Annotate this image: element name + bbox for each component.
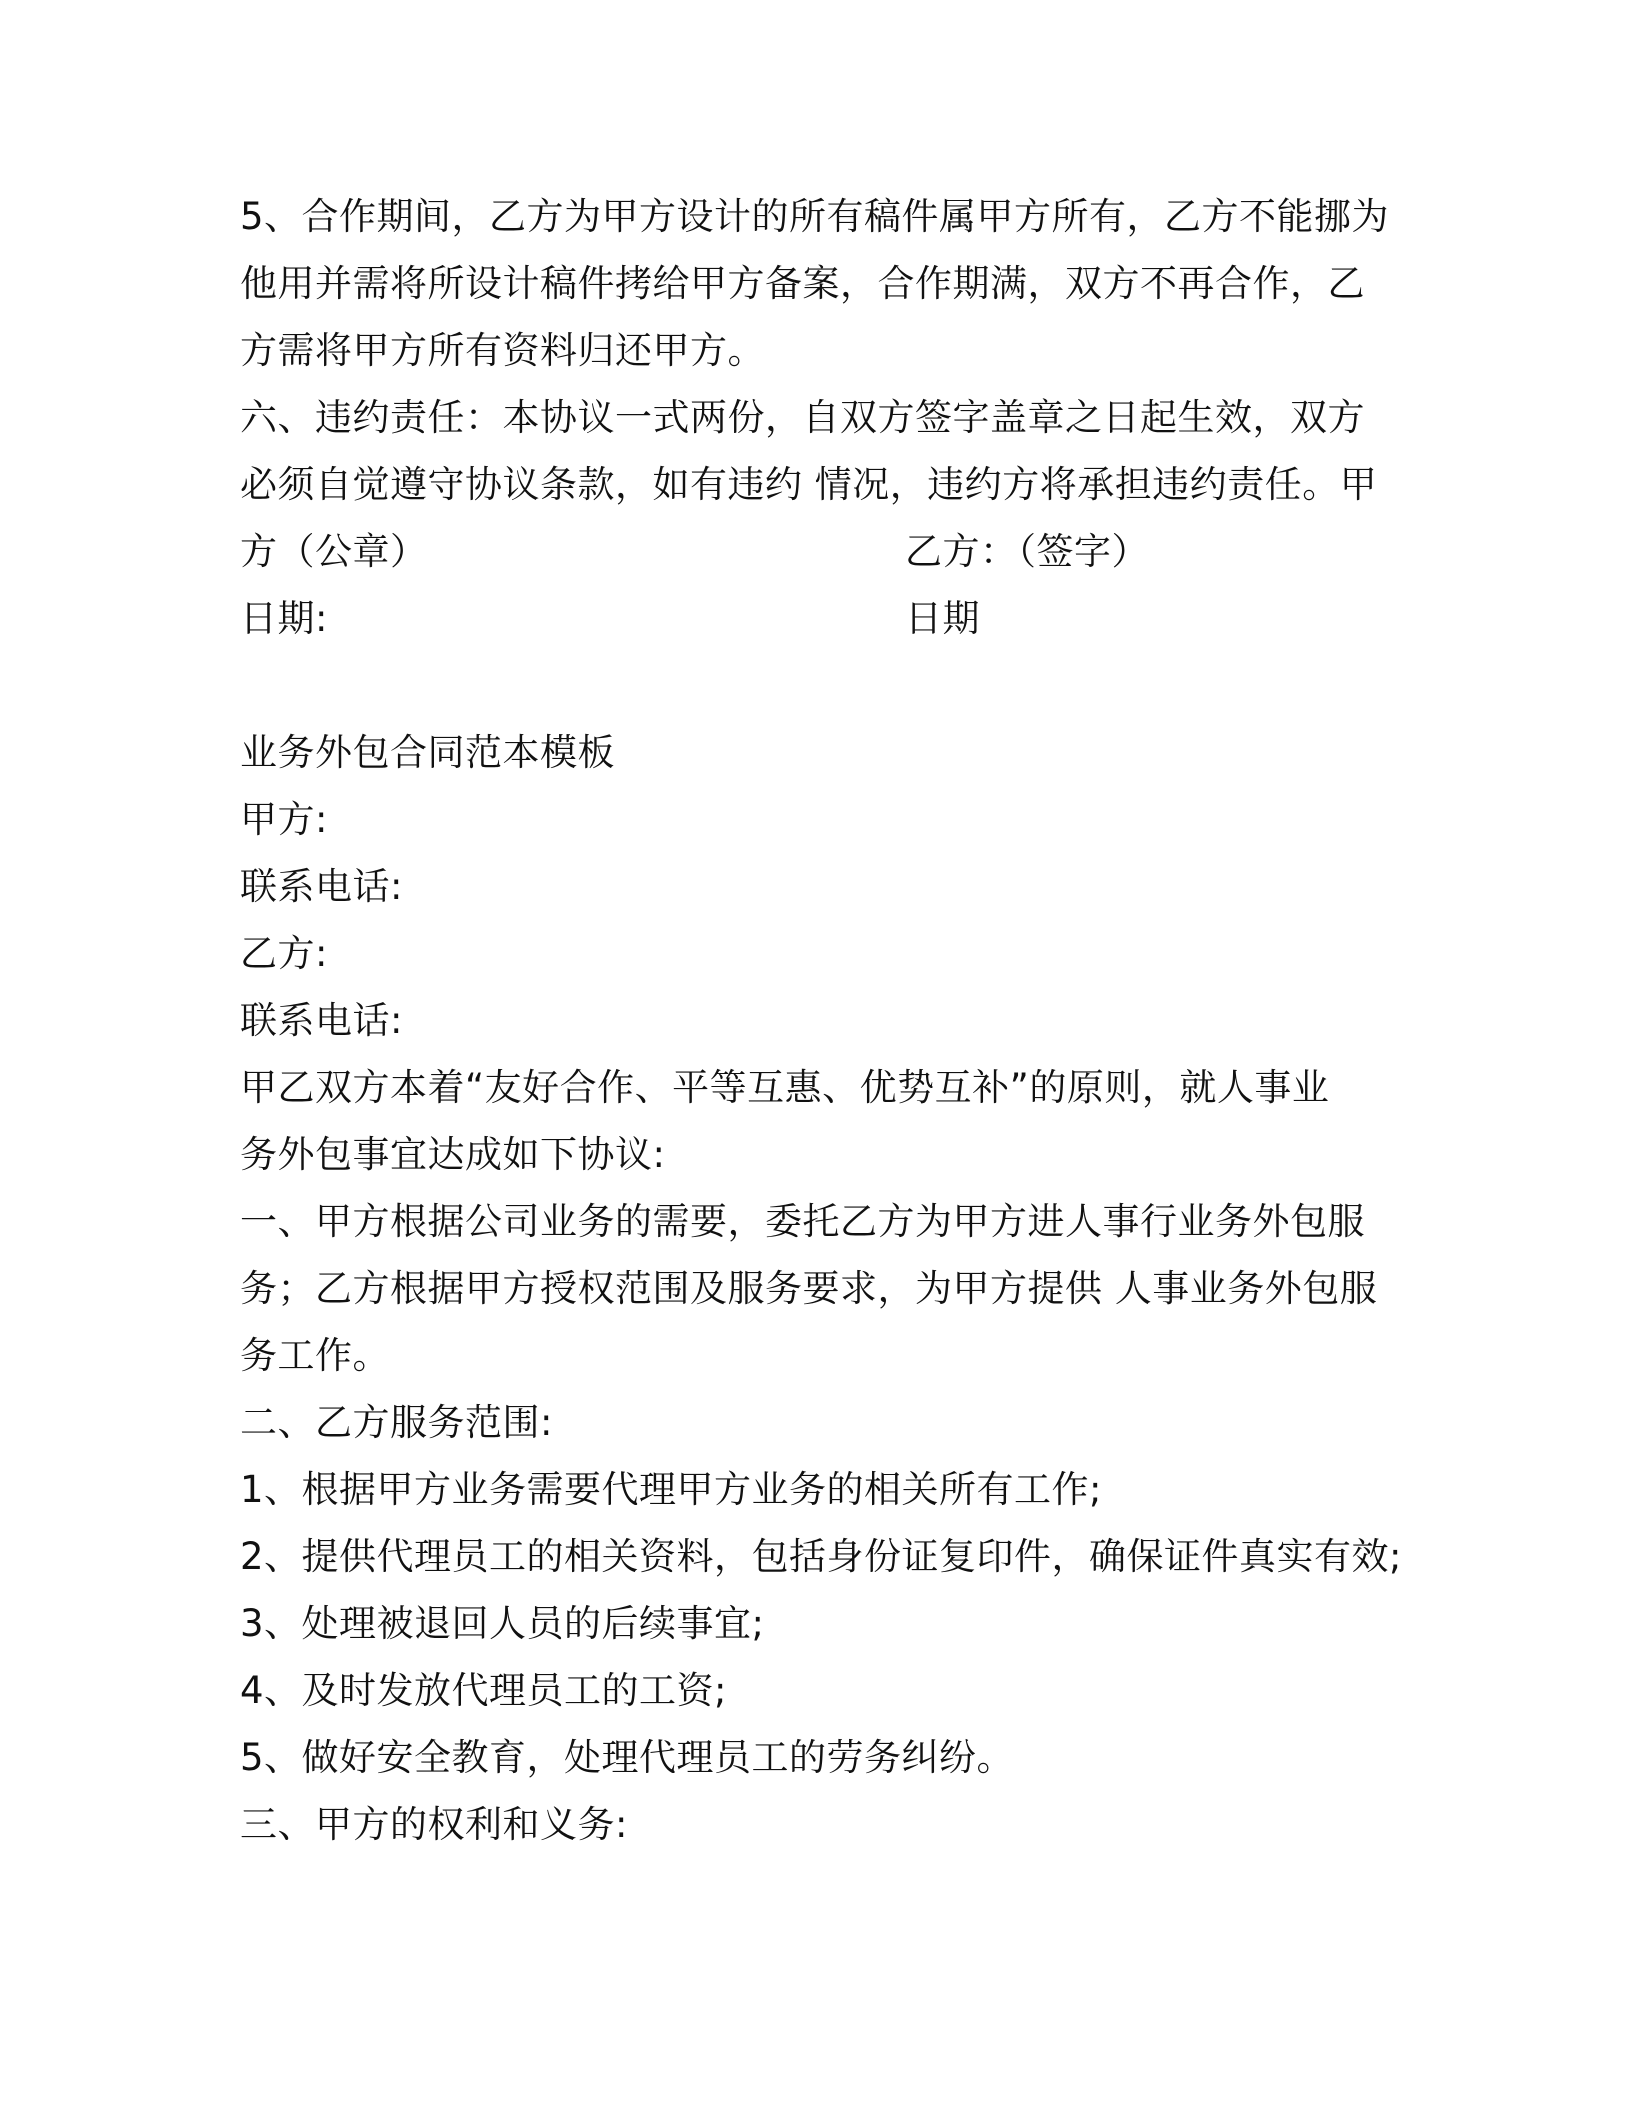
party-a-label: 甲方:: [240, 798, 328, 841]
intro-line: 务外包事宜达成如下协议:: [240, 1133, 666, 1176]
paragraph-line: 5、合作期间，乙方为甲方设计的所有稿件属甲方所有，乙方不能挪为: [240, 195, 1390, 238]
party-b-label: 乙方:: [240, 932, 328, 975]
intro-line: 甲乙双方本着“友好合作、平等互惠、优势互补”的原则，就人事业: [240, 1066, 1330, 1109]
clause-3-heading: 三、甲方的权利和义务:: [240, 1803, 628, 1846]
paragraph-line: 六、违约责任：本协议一式两份，自双方签字盖章之日起生效，双方: [240, 396, 1365, 439]
phone-a-label: 联系电话:: [240, 865, 403, 908]
paragraph-line: 他用并需将所设计稿件拷给甲方备案，合作期满，双方不再合作，乙: [240, 262, 1365, 305]
clause-1-line: 务工作。: [240, 1334, 390, 1377]
phone-b-label: 联系电话:: [240, 999, 403, 1042]
clause-2-item: 5、做好安全教育，处理代理员工的劳务纠纷。: [240, 1736, 1015, 1779]
clause-2-item: 4、及时发放代理员工的工资;: [240, 1669, 728, 1712]
clause-1-line: 一、甲方根据公司业务的需要，委托乙方为甲方进人事行业务外包服: [240, 1200, 1365, 1243]
paragraph-line: 必须自觉遵守协议条款，如有违约 情况，违约方将承担违约责任。甲: [240, 463, 1378, 506]
date-b-label: 日期: [905, 597, 980, 640]
contract-title: 业务外包合同范本模板: [240, 731, 615, 774]
clause-1-line: 务；乙方根据甲方授权范围及服务要求，为甲方提供 人事业务外包服: [240, 1267, 1378, 1310]
party-a-seal-label: 方（公章）: [240, 530, 428, 573]
clause-2-item: 1、根据甲方业务需要代理甲方业务的相关所有工作;: [240, 1468, 1103, 1511]
clause-2-item: 3、处理被退回人员的后续事宜;: [240, 1602, 765, 1645]
paragraph-line: 方需将甲方所有资料归还甲方。: [240, 329, 765, 372]
date-a-label: 日期:: [240, 597, 328, 640]
party-b-signature-label: 乙方：（签字）: [905, 530, 1149, 573]
clause-2-heading: 二、乙方服务范围:: [240, 1401, 553, 1444]
clause-2-item: 2、提供代理员工的相关资料，包括身份证复印件，确保证件真实有效;: [240, 1535, 1403, 1578]
